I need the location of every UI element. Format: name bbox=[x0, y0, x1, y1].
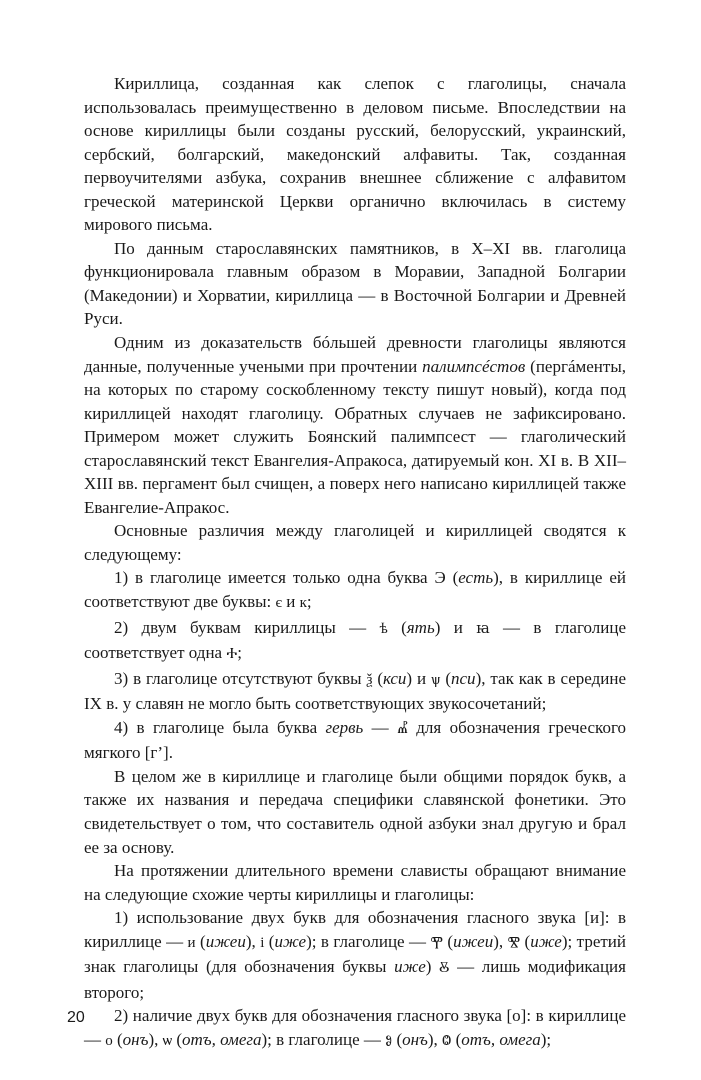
letter-name: ять bbox=[406, 617, 435, 637]
paragraph-4-text: Основные различия между глаголицей и кириллицей сводятся к следующему: bbox=[84, 521, 626, 564]
list-item-2 bbox=[84, 616, 626, 667]
text-run: ( bbox=[442, 931, 454, 951]
letter-name: онъ bbox=[122, 1029, 149, 1049]
term-palimpsest: палимпсéстов bbox=[422, 356, 526, 376]
glyph-ya: ꙗ bbox=[476, 620, 490, 637]
text-run: 2) наличие двух букв для обозначения гласного звука [о]: в кириллице — bbox=[84, 1006, 626, 1049]
text-run: ); bbox=[540, 1029, 552, 1049]
list-item-4 bbox=[84, 716, 626, 765]
text-run: ), в кириллице ей соответствуют две буквы: bbox=[84, 568, 626, 612]
letter-name: иже bbox=[530, 931, 562, 951]
letter-name: есть bbox=[458, 568, 494, 588]
text-run: Одним из доказательств бóльшей древности глаголицы являются данные, полученные учеными при прочтении bbox=[84, 333, 626, 376]
text-run: — лишь модификация второго; bbox=[84, 957, 626, 1002]
text-run: ); в глаголице — bbox=[306, 931, 431, 951]
letter-name: иже bbox=[274, 931, 307, 951]
text-run: ) bbox=[425, 957, 440, 977]
text-run: ) и bbox=[406, 668, 432, 688]
paragraph-10-text: На протяжении длительного времени слависты обращают внимание на следующие схожие черты кириллицы и глаголицы: bbox=[84, 861, 626, 904]
glyph-gerv: Ⰼ bbox=[397, 720, 408, 737]
page-body bbox=[84, 72, 626, 1053]
paragraph-2-text: По данным старославянских памятников, в X–XI вв. глаголица функционировала главным образом в Моравии, Западной Болгарии (Македонии) и Хорватии, кириллица — в Восточной Болгарии и Древней Руси. bbox=[84, 238, 626, 329]
glyph-cyrillic-e: є bbox=[275, 595, 282, 612]
text-run: для обозначения греческого мягкого [г’]. bbox=[84, 717, 626, 763]
text-run: ( bbox=[195, 931, 206, 951]
text-run: ( bbox=[172, 1029, 183, 1049]
text-run: ); третий знак глаголицы (для обозначения буквы bbox=[84, 931, 626, 977]
text-run: 4) в глаголице была буква bbox=[114, 717, 326, 737]
glyph-glagolitic-izhe: Ⰺ bbox=[507, 934, 521, 951]
paragraph-9-text: В целом же в кириллице и глаголице были общими порядок букв, а также их названия и передача специфики славянской фонетики. Это свидетельствует о том, что составитель одной азбуки знал другую и брал ее за основу. bbox=[84, 766, 626, 857]
glyph-izhei: и bbox=[187, 934, 196, 951]
letter-name: онъ bbox=[402, 1029, 428, 1049]
text-run: (пергáменты, на которых по старому соскобленному тексту пишут новый), когда под кириллицей находят глаголицу. Обратных случаев не зафиксировано. Примером может служить Боянский палимпсест — глаголический старославянский текст Евангелия-Апракоса, датируемый кон. XI в. В XII–XIII вв. пергамент был счищен, а поверх него написано кириллицей также Евангелие-Апракос. bbox=[84, 356, 626, 517]
glyph-psi: ѱ bbox=[431, 671, 441, 688]
glyph-glagolitic-izhei: Ⰹ bbox=[430, 934, 443, 951]
text-run: ; bbox=[306, 592, 312, 612]
glyph-ksi: ѯ bbox=[366, 671, 373, 688]
letter-name: кси bbox=[383, 668, 407, 688]
text-run: ), bbox=[245, 931, 261, 951]
text-run: 3) в глаголице отсутствуют буквы bbox=[114, 668, 367, 688]
letter-name: отъ, омега bbox=[182, 1029, 262, 1049]
list-item-3 bbox=[84, 667, 626, 716]
glyph-omega: ѡ bbox=[162, 1032, 173, 1049]
glyph-izhe: і bbox=[260, 934, 265, 951]
text-run: ( bbox=[392, 1029, 403, 1049]
glyph-on: о bbox=[105, 1032, 113, 1049]
letter-name: гервь bbox=[325, 717, 364, 737]
list-item-6 bbox=[84, 1004, 626, 1053]
letter-name: отъ, омега bbox=[461, 1029, 541, 1049]
text-run: — bbox=[363, 717, 398, 737]
text-run: 1) в глаголице имеется только одна буква Э ( bbox=[114, 568, 459, 588]
text-run: ( bbox=[451, 1029, 462, 1049]
text-run: и bbox=[281, 592, 300, 612]
list-item-5 bbox=[84, 906, 626, 1004]
list-item-1 bbox=[84, 566, 626, 615]
page-number: 20 bbox=[67, 1009, 85, 1026]
glyph-yat: ѣ bbox=[379, 620, 388, 637]
text-run: ), так как в середине IX в. у славян не могло быть соответствующих звукосочетаний; bbox=[84, 668, 626, 714]
text-run: ( bbox=[387, 617, 407, 637]
text-run: ), bbox=[427, 1029, 443, 1049]
text-run: ); в глаголице — bbox=[261, 1029, 386, 1049]
letter-name: иже bbox=[394, 957, 426, 977]
text-run: ) и bbox=[434, 617, 477, 637]
paragraph-2 bbox=[84, 237, 626, 331]
text-run: ( bbox=[372, 668, 384, 688]
text-run: ), bbox=[148, 1029, 163, 1049]
glyph-glagolitic-third-i: Ⰻ bbox=[439, 960, 450, 977]
letter-name: пси bbox=[451, 668, 476, 688]
letter-name: ижеи bbox=[205, 931, 246, 951]
glyph-glagolitic-yat: Ⰰ bbox=[226, 646, 238, 663]
paragraph-10 bbox=[84, 859, 626, 906]
paragraph-1-text: Кириллица, созданная как слепок с глаголицы, сначала использовалась преимущественно в деловом письме. Впоследствии на основе кириллицы были созданы русский, белорусский, украинский, сербский, болгарский, македонский алфавиты. Так, созданная первоучителями азбука, сохранив внешнее сближение с алфавитом греческой материнской Церкви органично включилась в систему мирового письма. bbox=[84, 74, 626, 235]
text-run: — в глаголице соответствует одна bbox=[84, 617, 627, 663]
letter-name: ижеи bbox=[453, 931, 494, 951]
text-run: 1) использование двух букв для обозначения гласного звука [и]: в кириллице — bbox=[84, 908, 626, 951]
text-run: ( bbox=[264, 931, 275, 951]
glyph-glagolitic-omega: Ⱉ bbox=[442, 1032, 452, 1049]
paragraph-3 bbox=[84, 331, 626, 519]
text-run: ( bbox=[112, 1029, 123, 1049]
text-run: ), bbox=[493, 931, 508, 951]
text-run: ( bbox=[520, 931, 531, 951]
text-run: 2) двум буквам кириллицы — bbox=[114, 617, 380, 637]
glyph-cyrillic-ie: к bbox=[299, 595, 307, 612]
text-run: ; bbox=[237, 643, 242, 663]
paragraph-9 bbox=[84, 765, 626, 859]
paragraph-1 bbox=[84, 72, 626, 237]
text-run: ( bbox=[440, 668, 452, 688]
paragraph-4 bbox=[84, 519, 626, 566]
glyph-glagolitic-on: Ⱁ bbox=[385, 1032, 393, 1049]
